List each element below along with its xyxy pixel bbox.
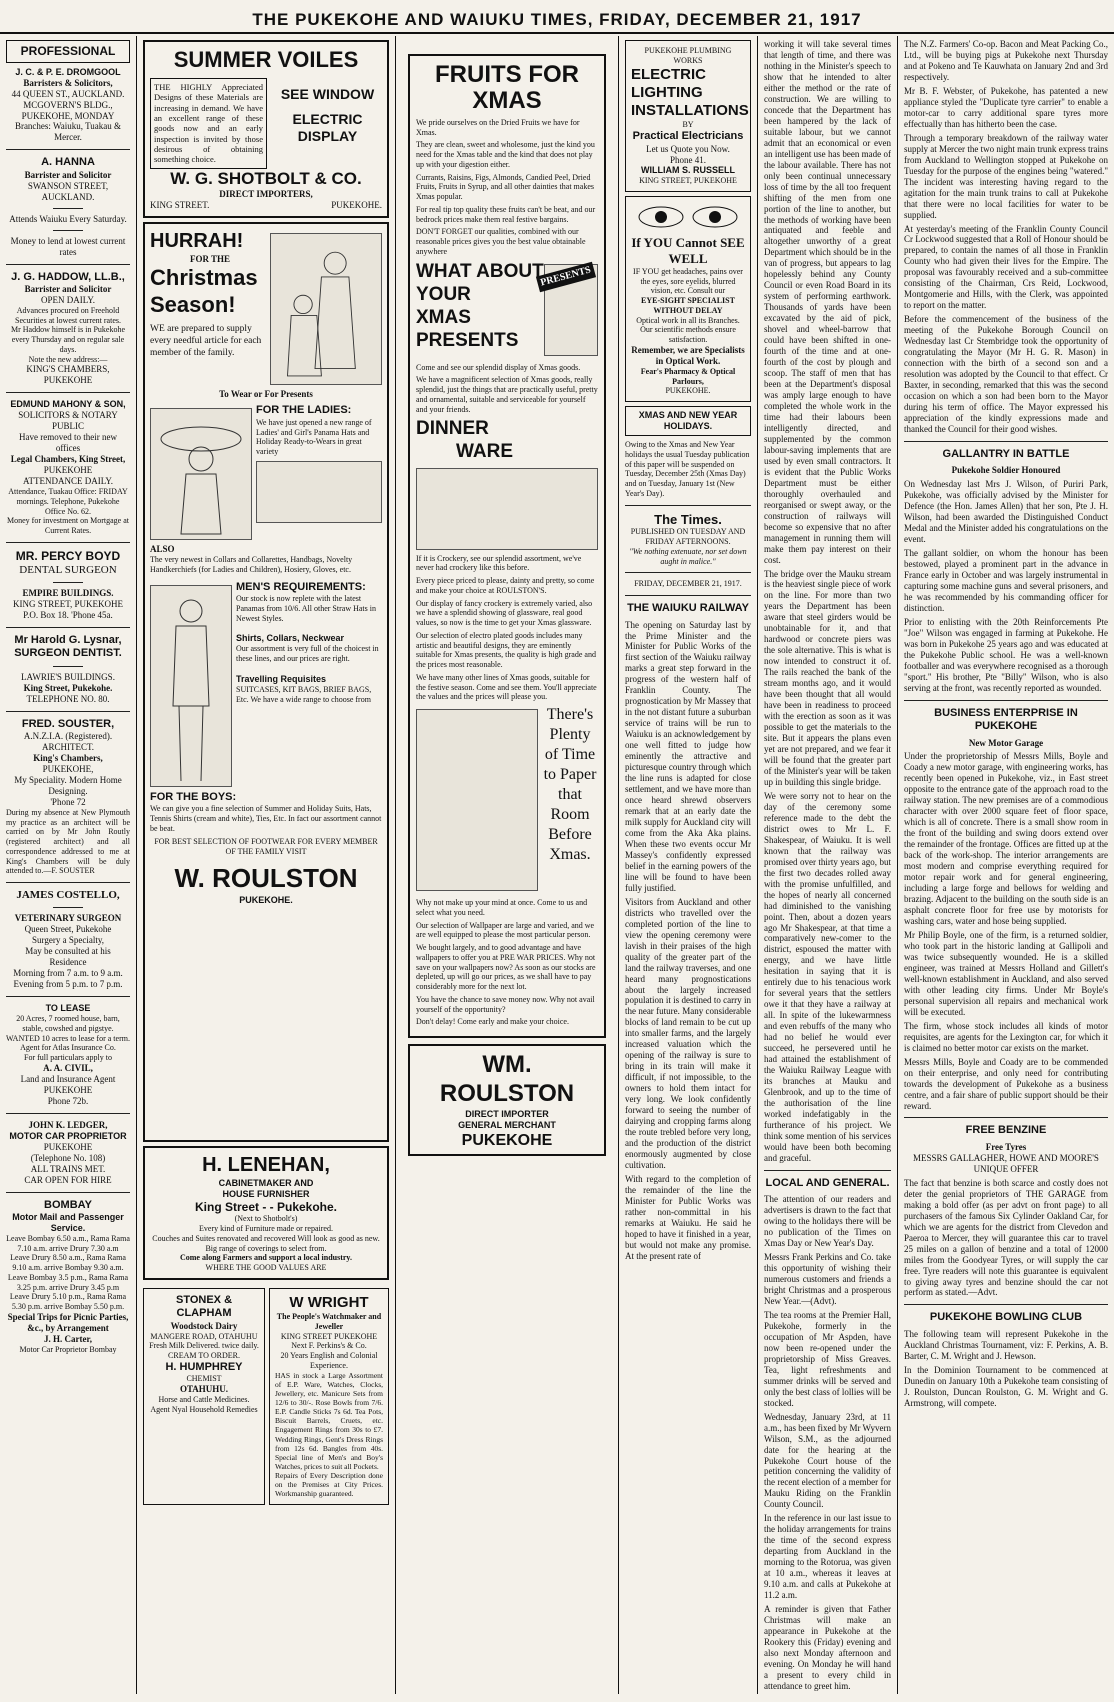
gallantry-text: The gallant soldier, on whom the honour has been bestowed, played a prominent part in the advance in France early in October and was largely instrumental in capturing some machine guns and several prisoners, and he was recommended by his commanding officer for distinction. xyxy=(904,548,1108,613)
ad-line: EMPIRE BUILDINGS. xyxy=(22,587,114,598)
business-text: Mr Philip Boyle, one of the firm, is a returned soldier, who took part in the historic landing at Gallipoli and was twice subsequently wounded. He is a skilled engineer, was trained at Messrs Holland and Gillett's well-known establishment in Auckland, and also served with other leading city firms. Under Mr Boyle's personal supervision all repairs and mechanical work will be executed. xyxy=(904,929,1108,1017)
lighting: LIGHTING xyxy=(631,83,703,101)
humphrey-chem: CHEMIST xyxy=(186,1374,222,1384)
business-sub: New Motor Garage xyxy=(968,737,1044,748)
gallantry-heading: GALLANTRY IN BATTLE xyxy=(942,447,1070,460)
ad-line: SOLICITORS & NOTARY PUBLIC xyxy=(18,410,118,432)
ad-line: Legal Chambers, King Street, xyxy=(10,454,126,465)
also-heading: ALSO xyxy=(150,544,175,555)
electric: ELECTRIC xyxy=(631,65,706,83)
wright-sub: The People's Watchmaker and Jeweller xyxy=(276,1312,382,1331)
paper-text: You have the chance to save money now. Why not avail yourself of the opportunity? xyxy=(416,994,595,1014)
bowling-text: The following team will represent Pukekohe in the Auckland Christmas Tournament, viz: F. Perkins, A. B. Barter, C. M. Wright and J. Hewson. xyxy=(904,1328,1108,1361)
travel-heading: Travelling Requisites xyxy=(236,673,327,684)
fruits-text: We pride ourselves on the Dried Fruits we have for Xmas. xyxy=(416,117,580,137)
ad-line: Attendance, Tuakau Office: FRIDAY mornings. Telephone, Pukekohe Office No. 62. xyxy=(8,487,128,516)
ad-line: Barristers & Solicitors, xyxy=(23,77,113,88)
presents-sign: PRESENTS xyxy=(536,261,596,292)
voiles-text: THE HIGHLY Appreciated Designs of these Materials are increasing in demand. We have an excellent range of these goods now and an early inspection is invited by those desirous of obtaining something choice. xyxy=(150,78,267,169)
railway-text: The opening on Saturday last by the Prime Minister and the Minister for Public Works of the first section of the Waiuku railway marks a great step forward in the progress of the western half of Franklin County. The prognostication by Mr Massey that in the not distant future a suburban service of trains will be run to Waiuku is an acknowledgement by one well fitted to judge how eminently the attractive and picturesque country through which the line runs is adapted for close settlement, and we have more than once heard shrewd observers remark that at an early date the milk supply for Auckland city will come from the Aka Aka plains. When these two events occur Mr Massey's confidently expressed belief in the earning powers of the line will be found to have been fully justified. xyxy=(625,619,751,893)
ad-line: Barrister and Solicitor xyxy=(24,284,112,295)
news-item: Before the commencement of the business of the meeting of the Pukekohe Borough Council on Wednesday last Cr Stembridge took the opportunity of congratulating the Mayor (Mr H. G. R. Mason) in connection with the birth of a second son and a resolution was adopted by the Council to that effect. Cr Baxter, in seconding, remarked that this was the second occasion on which a son had been born to the Mayor during his term of office. The Mayor expressed his appreciation of the kindly expressions made and thanked the Council for their good wishes. xyxy=(904,314,1108,434)
railway-text: Visitors from Auckland and other districts who travelled over the completed portion of the line to view the opening ceremony were lavish in their praises of the high quality of the greater part of the land the railway traverses, and one heard many prognostications about the largely increased population it is destined to carry in the near future. Many considerable blocks of land remain to be cut up into smaller farms, and the largely increased valuation which the opening of the railway is sure to bring in its train will make it difficult, if not impossible, to the owners to hold them intact for very long. We look confidently forward to seeing the number of dairying and cropping farms along the route trebled before very long, and the production of the district enormously augmented by close cultivation. xyxy=(625,896,751,1170)
banner-town: PUKEKOHE xyxy=(461,1131,553,1149)
ad-line: King's Chambers, xyxy=(33,752,103,763)
roulston-banner xyxy=(408,1044,606,1156)
shirts-heading: Shirts, Collars, Neckwear xyxy=(236,633,345,644)
ad-line: KING STREET, PUKEKOHE xyxy=(12,598,124,609)
news-item: The N.Z. Farmers' Co-op. Bacon and Meat Packing Co., Ltd., will be buying pigs at Pukekohe next Thursday and at Pokeno and Te Kauwhata on January 2nd and 3rd respectively. xyxy=(904,39,1108,82)
ad-line: Have removed to their new offices xyxy=(19,432,117,454)
ad-souster xyxy=(6,718,130,876)
ad-costello xyxy=(6,889,130,990)
masthead-title: THE PUKEKOHE AND WAIUKU TIMES, FRIDAY, DECEMBER 21, 1917 xyxy=(252,10,862,29)
what-xmas: XMAS xyxy=(416,306,471,328)
railway-continued: The bridge over the Mauku stream is the heaviest single piece of work on the line. For more than two years the Department has been aware that steel girders would be unobtainable for it, and that hardwood or concrete piers was the sole alternative. This is what is now intended to construct it of. The rails reached the bank of the stream months ago, and it would have been thought that all would have been in readiness to proceed with the erection as soon as it was possible to get the materials to the site. But it appears the plans even yet are not prepared, and we fear it will be found that the greater part of the Minister's year will be taken up in building this single bridge. xyxy=(764,568,891,787)
phone: Phone 41. xyxy=(670,154,706,165)
voiles-see-window: SEE WINDOW xyxy=(280,85,375,102)
editorial-date: FRIDAY, DECEMBER 21, 1917. xyxy=(634,579,742,589)
stonex-milk: Fresh Milk Delivered. twice daily. xyxy=(149,1341,259,1351)
ad-title: J. C. & P. E. DROMGOOL xyxy=(15,66,121,77)
ad-plumbing xyxy=(625,40,751,192)
ad-line: DENTAL SURGEON xyxy=(19,563,117,576)
banner-line: DIRECT IMPORTER xyxy=(465,1108,549,1119)
ad-line: 20 Acres, 7 roomed house, barn, stable, cowshed and pigstye. xyxy=(16,1014,120,1033)
ad-line: LAWRIE'S BUILDINGS. xyxy=(21,671,115,682)
cannot-see-heading: If YOU Cannot SEE WELL xyxy=(631,235,745,267)
news-item: Through a temporary breakdown of the railway water supply at Mercer the two night main trunk express trains from Auckland to Wellington stopped at Pukekohe on Tuesday for the purpose of the engines being "watered." The incident was interesting having regard to the agitation for the main trunk trains to call at Pukekohe that there were no local facilities for water to be supplied. xyxy=(904,132,1108,220)
ad-line: Phone 72b. xyxy=(47,1095,89,1106)
hurrah-season: Season! xyxy=(150,291,236,317)
local-item: In the reference in our last issue to the holiday arrangements for trains the time of the second express departing from Auckland in the morning to the Rotorua, was given at 10 a.m., whereas it leaves at 9.10 a.m. and calls at Pukekohe at 11.2 a.m. xyxy=(764,1513,891,1601)
humphrey-agent: Agent Nyal Household Remedies xyxy=(150,1404,258,1414)
column-5 xyxy=(758,36,897,1694)
russell-addr: KING STREET, PUKEKOHE xyxy=(639,176,737,186)
ad-bombay xyxy=(6,1199,130,1355)
free-tyres-sub: Free Tyres xyxy=(985,1141,1027,1152)
ad-haddow xyxy=(6,271,130,387)
ad-title: JOHN K. LEDGER, xyxy=(28,1119,108,1130)
ad-title: MR. PERCY BOYD xyxy=(15,548,121,563)
motto: "We nothing extenuate, nor set down aught in malice." xyxy=(629,546,747,566)
ad-line: My Speciality. Modern Home Designing. xyxy=(14,774,122,796)
boys-text: We can give you a fine selection of Summer and Holiday Suits, Hats, Tennis Shirts (cream and white), Ties, Etc. In fact our assortment cannot be beat. xyxy=(150,804,382,833)
bottom-ads xyxy=(143,1284,389,1509)
ad-title: JAMES COSTELLO, xyxy=(16,889,120,901)
ad-title: A. HANNA xyxy=(41,156,95,169)
ad-line: Morning from 7 a.m. to 9 a.m. xyxy=(13,968,123,979)
dinner-text: Our selection of electro plated goods includes many artistic and beautiful designs, they are eminently suitable for Xmas presents, the quality is high grade and the prices most reasonable. xyxy=(416,630,596,670)
voiles-electric: ELECTRIC DISPLAY xyxy=(292,110,363,144)
business-text: Under the proprietorship of Messrs Mills, Boyle and Coady a new motor garage, with engineering works, has recently been opened in Pukekohe, viz., in East street opposite to the entrance gate of the approach road to the railway station. The new premises are of a commodious character with over 2000 square feet of floor space, which is all of concrete. There is a small show room in the front of the building and swing doors extend over the remainder of the frontage. Offices are fitted up at the back of the work-shop. The interior arrangements are most modern and comprise everything required for motor repair work and for general engineering, including a large forge and bellows for welding and brazing. Adjacent to the building on the south side is an asphalt concrete floor for free use by motorists for washing cars, water and hose being supplied. xyxy=(904,751,1108,926)
presents-text: We have a magnificent selection of Xmas goods, really splendid, just the things that are practically useful, pretty and ornamental, suitable and serviceable for yourself and your friends. xyxy=(416,375,598,414)
ad-wright xyxy=(269,1288,389,1505)
ad-line: 'Phone 72 xyxy=(50,796,86,807)
wright-text: HAS in stock a Large Assortment of E.P. Ware, Watches, Clocks, Jewellery, etc. Manicure Sets from 12/6 to 30/-. Rose Bowls from 7/6. E.P. Candle Sticks 7s 6d. Tea Pots, Biscuit Barrels, Cruets, etc. Engagement Rings from 30s to £7. Wedding Rings, Gent's Dress Rings from 12s 6d. Bangles from 40s. Special line of Men's and Boy's Watches, prices to suit all Pockets. xyxy=(275,1370,383,1472)
ad-hanna xyxy=(6,156,130,257)
ad-line: PUKEKOHE, xyxy=(42,763,94,774)
ad-line: TELEPHONE NO. 80. xyxy=(26,693,110,704)
illustration-wallpaper-room xyxy=(416,709,538,891)
remember-line: Remember, we are Specialists in Optical Work. xyxy=(631,344,745,366)
also-text: The very newest in Collars and Collarettes, Handbags, Novelty Handkerchiefs (for Ladies and Children), Hosiery, Gloves, etc. xyxy=(150,555,353,575)
lenehan-line: Come along Farmers and support a local industry. xyxy=(179,1253,352,1263)
practical-electricians: Practical Electricians xyxy=(632,130,744,143)
ad-line: A. A. CIVIL, xyxy=(43,1062,93,1073)
wear-presents: To Wear or For Presents xyxy=(219,389,313,400)
wright-years: 20 Years English and Colonial Experience. xyxy=(280,1351,378,1370)
paper-text: Don't delay! Come early and make your choice. xyxy=(416,1017,569,1027)
railway-continued: working it will take several times that length of time, and there was nothing in the Minister's speech to show that he intended to alter either the method or the rate of construction. We are willing to concede that the Department has been hampered by the lack of suitable labour, but we cannot admit that an economical or even an intelligent use has been made of the labour available. There has not only been continual unnecessary loss of time by the all too frequent shifting of the men from one portion of the line to another, but the methods of working have been antiquated and feeble and altogether unworthy of a great Department which should be in the van of progress, but appears to lag hopelessly behind any County Council or even Road Board in its system of performing earthwork. Thousands of yards have been excavated by the aid of pick, shovel and wheel-barrow that could have been shifted in one-fourth of the time and at one-fourth of the cost by plough and scoop. The staff of men that has been at the Department's disposal was amply large enough to have completed the whole work in the time had their labours been intelligently directed, and supplemented by the common labour-saving implements that are used by even small contractors. It is evident that the Public Works Department must be either thoroughly overhauled and reorganised or swept away, or the construction of railways will become so expensive that no after management in running them will make them pay interest on their cost. xyxy=(764,39,891,565)
ad-fears-optical xyxy=(625,196,751,402)
local-item: A reminder is given that Father Christmas will make an appearance in Pukekohe at the Rookery this (Friday) evening and also next Monday afternoon and evening. On Monday he will hand a present to every child in attendance to greet him. xyxy=(764,1604,891,1691)
what-presents: PRESENTS xyxy=(416,330,519,352)
ad-line: PUKEKOHE xyxy=(43,1141,93,1152)
russell-name: WILLIAM S. RUSSELL xyxy=(641,165,735,176)
hurrah-heading: HURRAH! xyxy=(150,230,244,253)
voiles-heading: SUMMER VOILES xyxy=(173,47,359,72)
ad-line: J. H. Carter, xyxy=(44,1333,92,1344)
bowling-text: In the Dominion Tournament to be commenced at Dunedin on January 10th a Pukekohe team consisting of J. Roulston, Duncan Roulston, G. M. Wright and G. Armstrong, will compete. xyxy=(904,1364,1108,1408)
what-your: YOUR xyxy=(416,283,471,305)
cannot-see-text: IF YOU get headaches, pains over the eyes, sore eyelids, blurred vision, etc. Consult our xyxy=(633,266,743,296)
ad-line: ALL TRAINS MET. xyxy=(30,1163,106,1174)
masthead xyxy=(0,0,1114,34)
let-us-quote: Let us Quote you Now. xyxy=(646,143,730,154)
fruits-heading: FRUITS FOR XMAS xyxy=(435,61,579,115)
ad-line: Special Trips for Picnic Parties, &c., by Arrangement xyxy=(7,1311,129,1333)
ad-line: Leave Drury 5.10 p.m., Rama Rama 5.30 p.m. arrive Bombay 5.50 p.m. xyxy=(9,1292,127,1312)
ad-tolease xyxy=(6,1003,130,1107)
eye-line: Optical work in all its Branches. xyxy=(636,315,740,325)
ad-line: Mr Haddow himself is in Pukekohe every Thursday and on regular sale days. xyxy=(11,325,125,354)
men-heading: MEN'S REQUIREMENTS: xyxy=(236,580,366,593)
local-item: Wednesday, January 23rd, at 11 a.m., has been fixed by Mr Wyvern Wilson, S.M., as the adjourned date for the hearing at the Pukekohe Court house of the petition concerning the validity of the recent election of a member for Mauku Riding on the Franklin County Council. xyxy=(764,1411,892,1510)
xmas-holidays-heading: XMAS AND NEW YEAR HOLIDAYS. xyxy=(625,406,751,436)
ladies-text: We have just opened a new range of Ladies' and Girl's Panama Hats and Holiday Ready-to-Wears in great variety xyxy=(256,417,372,456)
ad-line: Land and Insurance Agent xyxy=(20,1073,116,1084)
roulston-name: W. ROULSTON xyxy=(174,862,358,893)
illustration-dinnerware xyxy=(416,468,598,550)
ad-line: PUKEKOHE xyxy=(43,465,93,476)
column-4 xyxy=(619,36,757,1694)
presents-text: Come and see our splendid display of Xmas goods. xyxy=(416,362,581,372)
paper-heading: There's Plenty of Time to Paper that Room Before Xmas. xyxy=(543,706,597,864)
ad-line: 44 QUEEN ST., AUCKLAND. xyxy=(11,88,125,99)
bowling-heading: PUKEKOHE BOWLING CLUB xyxy=(929,1311,1083,1324)
footwear-text: FOR BEST SELECTION OF FOOTWEAR FOR EVERY MEMBER OF THE FAMILY VISIT xyxy=(154,837,378,857)
ad-line: ARCHITECT. xyxy=(41,741,95,752)
ad-line: Money for investment on Mortgage at Current Rates. xyxy=(7,516,129,536)
wright-name: W WRIGHT xyxy=(289,1293,369,1311)
stonex-sub: Woodstock Dairy xyxy=(170,1320,238,1331)
ad-dromgool xyxy=(6,67,130,144)
lenehan-line: Couches and Suites renovated and recovered Will look as good as new. Big range of coverings to select from. xyxy=(152,1233,380,1253)
ad-title: J. G. HADDOW, LL.B., xyxy=(11,270,125,283)
eye-line: Our scientific methods ensure satisfaction. xyxy=(640,325,736,345)
ad-ledger xyxy=(6,1120,130,1186)
paper-text: Our selection of Wallpaper are large and varied, and we are well equipped to please the most particular person. xyxy=(416,920,595,940)
hurrah-line: FOR THE xyxy=(189,253,231,264)
gallantry-text: Prior to enlisting with the 20th Reinforcements Pte "Joe" Wilson was engaged in farming at Pukekohe. He was born in Pukekohe 25 years ago and was educated at the Pukekohe Public school. He was a well-known footballer and was everywhere recognised as a thorough "sport." His brother, Pte "Billy" Wilson, who is also serving at the front, was recently reported as wounded. xyxy=(904,616,1108,693)
free-benzine-heading: FREE BENZINE xyxy=(965,1124,1047,1137)
ad-line: OPEN DAILY. xyxy=(41,295,95,305)
ad-mahony xyxy=(6,399,130,536)
ad-line: Leave Drury 8.50 a.m., Rama Rama 9.10 a.m. arrive Bombay 9.30 a.m. xyxy=(10,1253,126,1273)
news-item: At yesterday's meeting of the Franklin County Council Cr Lockwood suggested that a Roll of Honour should be prepared, to contain the names of all those in Franklin County who had given their lives for the Empire. The proposal was favourably received and a sub-committee consisting of the Chairman, Crs Reid, Lockwood, Montgomerie and Hills, with the Clerk, was appointed to report on the matter. xyxy=(904,223,1108,311)
dinner-heading: DINNER xyxy=(416,418,489,440)
voiles-town: PUKEKOHE. xyxy=(331,200,382,211)
humphrey-name: H. HUMPHREY xyxy=(165,1360,243,1373)
railway-heading: THE WAIUKU RAILWAY xyxy=(627,602,749,615)
ad-line: Barrister and Solicitor xyxy=(24,169,112,180)
ad-line: Motor Car Proprietor Bombay xyxy=(19,1344,117,1354)
stonex-name: STONEX & CLAPHAM xyxy=(175,1293,233,1320)
ad-line: PUKEKOHE xyxy=(43,1084,93,1095)
ad-line: Surgery a Specialty, xyxy=(32,935,104,946)
column-roulston-xmas xyxy=(396,36,618,1694)
ad-line: MCGOVERN'S BLDG., PUKEKOHE, MONDAY xyxy=(21,99,115,121)
ad-lysnar xyxy=(6,634,130,705)
boys-heading: FOR THE BOYS: xyxy=(150,790,237,803)
ad-stonex xyxy=(143,1288,265,1505)
illustration-santa xyxy=(539,264,598,356)
voiles-firm: W. G. SHOTBOLT & CO. xyxy=(170,168,362,188)
free-offer: MESSRS GALLAGHER, HOWE AND MOORE'S UNIQUE OFFER xyxy=(913,1152,1099,1174)
ad-boyd xyxy=(6,549,130,621)
column-6 xyxy=(898,36,1114,1694)
men-text: Our stock is now replete with the latest Panamas from 10/6. All other Straw Hats in Newest Styles. xyxy=(236,594,376,623)
ad-line: Motor Mail and Passenger Service. xyxy=(12,1212,124,1233)
ad-line: Note the new address:— xyxy=(28,354,108,364)
paper-text: We bought largely, and to good advantage and have wallpapers to offer you at PRE WAR PRICES. Why not save on your wallpapers now? As soon as our stocks are depleted, up will go our prices, as we shall have to pay considerably more for the next lot. xyxy=(416,943,596,992)
ad-line: Advances procured on Freehold Securities at lowest current rates. xyxy=(15,305,121,325)
lenehan-name: H. LENEHAN, xyxy=(202,1154,330,1177)
column-ads-2 xyxy=(137,36,395,1694)
local-item: The tea rooms at the Premier Hall, Pukekohe, formerly in the occupation of Mr Aspden, have now been re-opened under the proprietorship of Miss Greaves. Tea, light refreshments and summer drinks will be served and only the best class of lollies will be stocked. xyxy=(764,1309,891,1408)
humphrey-town: OTAHUHU. xyxy=(179,1384,229,1395)
eyes-icon xyxy=(633,202,743,232)
ad-line: VETERINARY SURGEON xyxy=(14,913,122,924)
local-general-heading: LOCAL AND GENERAL. xyxy=(765,1176,890,1189)
xmas-holidays-text: Owing to the Xmas and New Year holidays the usual Tuesday publication of this paper will be suspended on Tuesday, December 25th (Xmas Day) and on Tuesday, January 1st (New Year's Day). xyxy=(625,440,750,498)
paper-text: Why not make up your mind at once. Come to us and select what you need. xyxy=(416,898,588,917)
hurrah-christmas: Christmas xyxy=(150,264,258,290)
railway-continued: We were sorry not to hear on the day of the ceremony some reference made to the debt the district owes to Mr L. F. Shakespear, of Waiuku. It is well known that the railway was promised over thirty years ago, but the first two decades rolled away with the promise unfulfilled, and the hopes of nearly all concerned had diminished to the vanishing point. Then, about a dozen years ago Mr Shakespear, at that time a comparatively new-comer to the district, espoused the matter with energy, and we have little hesitation in saying that it is entirely due to his tenacious work for several years that the settlers owe it that they have a railway at all. In spite of the lukewarmness and even rebuffs of the many who had no belief he would ever succeed, he persevered until he had attained the establishment of the Waiuku Railway League with its branches at Mauku and Glenbrook, and up to the time of the authorisation of the line worked indefatigably in the furtherance of his project. We think some mention of his services would have been both becoming and graceful. xyxy=(764,790,891,1163)
ad-lenehan xyxy=(143,1146,389,1279)
ad-line: SURGEON DENTIST. xyxy=(14,647,122,660)
free-text: The fact that benzine is both scarce and costly does not deter the genial proprietors of THE GARAGE from making a bold offer (as per advt on front page) to all purchasers of the famous Six Cylinder Oakland Car, for which we are agents for the district from Clevedon and Paeroa to Mercer, they will guarantee this car to travel 25 miles on a gallon of benzine and a total of 12000 miles from the Goodyear Tyres, or will supply the car free. Tyre readers will note this guarantee is equivalent to giving away tyres and benzine should the car not perform as stated.—Advt. xyxy=(904,1177,1108,1298)
ad-line: Evening from 5 p.m. to 7 p.m. xyxy=(13,979,123,990)
lenehan-next: (Next to Shotbolt's) xyxy=(234,1214,298,1224)
lenehan-sub: CABINETMAKER AND xyxy=(218,1177,314,1188)
humphrey-horse: Horse and Cattle Medicines. xyxy=(158,1394,250,1404)
by: BY xyxy=(682,120,694,130)
ad-title: TO LEASE xyxy=(45,1003,91,1014)
banner-line: GENERAL MERCHANT xyxy=(458,1119,556,1130)
ad-line: P.O. Box 18. 'Phone 45a. xyxy=(23,609,113,620)
dinner-heading-2: WARE xyxy=(456,441,513,463)
ad-line: Queen Street, Pukekohe xyxy=(24,924,112,935)
dinner-text: Our display of fancy crockery is extremely varied, also we have a splendid showing of glassware, real good values, so now is the time to get your Xmas glassware. xyxy=(416,598,593,628)
ad-line: Agent for Atlas Insurance Co. xyxy=(20,1043,116,1053)
ad-line: Attends Waiuku Every Saturday. xyxy=(9,213,127,224)
ad-title: Mr Harold G. Lysnar, xyxy=(14,633,122,646)
fruits-text: They are clean, sweet and wholesome, just the kind you need for the Xmas table and the kind that does not play up with your digestion either. xyxy=(416,140,595,169)
railway-text: With regard to the completion of the remainder of the line the Minister for Public Works was rather non-committal in his remarks at Waiuku. He said he hoped to have it finished in a year, but would not make any promise. At the present rate of xyxy=(625,1173,751,1261)
ad-line: ATTENDANCE DAILY. xyxy=(23,476,113,487)
travel-text: SUITCASES, KIT BAGS, BRIEF BAGS, Etc. We have a wide range to choose from xyxy=(236,684,372,704)
ladies-heading: FOR THE LADIES: xyxy=(256,404,352,417)
fears-town: PUKEKOHE. xyxy=(665,386,711,396)
hurrah-text: WE are prepared to supply every needful article for each member of the family. xyxy=(150,324,262,358)
lenehan-line: Every kind of Furniture made or repaired. xyxy=(199,1224,333,1234)
ad-summer-voiles xyxy=(143,40,389,218)
ad-line: (Telephone No. 108) xyxy=(30,1152,106,1163)
ad-line: WANTED 10 acres to lease for a term. xyxy=(6,1033,130,1043)
ad-title: FRED. SOUSTER, xyxy=(21,717,115,730)
wright-repairs: Repairs of Every Description done on the Premises at City Prices. Workmanship guaranteed. xyxy=(275,1471,383,1499)
ad-line: Leave Bombay 3.5 p.m., Rama Rama 3.25 p.m. arrive Drury 3.45 p.m xyxy=(7,1272,129,1292)
ad-fruits xyxy=(408,54,606,1038)
ad-line: MOTOR CAR PROPRIETOR xyxy=(9,1130,127,1141)
news-item: Mr B. F. Webster, of Pukekohe, has patented a new appliance styled the "Duplicate tyre carrier" to enable a motor-car to carry additional spare tyres more effectually than has hitherto been the case. xyxy=(904,85,1108,129)
voiles-sub: DIRECT IMPORTERS, xyxy=(219,189,313,200)
the-times: The Times. xyxy=(654,511,722,527)
illustration-couple xyxy=(270,233,382,385)
ad-line: Branches: Waiuku, Tuakau & Mercer. xyxy=(14,121,122,143)
ad-line: Leave Bombay 6.50 a.m., Rama Rama 7.10 a.m. arrive Drury 7.30 a.m xyxy=(6,1233,130,1253)
ad-line: May be consulted at his Residence xyxy=(25,946,111,968)
illustration-man xyxy=(150,585,232,787)
fears-name: Fear's Pharmacy & Optical Parlours, xyxy=(640,366,736,386)
lenehan-street: King Street - - Pukekohe. xyxy=(194,1199,338,1214)
eye-specialist: EYE-SIGHT SPECIALIST WITHOUT DELAY xyxy=(641,296,735,315)
dinner-text: We have many other lines of Xmas goods, suitable for the festive season. Come and see them. You'll appreciate the values and the prices will please you. xyxy=(416,672,597,702)
dinner-text: If it is Crockery, see our splendid assortment, we've never had crockery like this before. xyxy=(416,553,582,573)
business-text: The firm, whose stock includes all kinds of motor requisites, are agents for the Lexington car, for which it is claimed no better motor car exists on the market. xyxy=(904,1020,1108,1053)
gallantry-text: On Wednesday last Mrs J. Wilson, of Puriri Park, Pukekohe, was officially advised by the Minister for Defence (the Hon. James Allen) that her son, Pte J. H. Wilson, had been awarded the Distinguished Conduct Medal and the Minister added his congratulations on the event. xyxy=(904,479,1108,545)
dinner-text: Every piece priced to please, dainty and pretty, so come and make your choice at ROULSTON'S. xyxy=(416,576,595,595)
stonex-cream: CREAM TO ORDER. xyxy=(168,1351,240,1361)
ad-line: A.N.Z.I.A. (Registered). xyxy=(23,730,113,741)
illustration-hat xyxy=(150,408,252,540)
ad-line: King Street, Pukekohe. xyxy=(23,682,113,693)
ad-line: CAR OPEN FOR HIRE xyxy=(24,1174,112,1185)
ad-title: EDMUND MAHONY & SON, xyxy=(10,399,126,410)
lenehan-line: WHERE THE GOOD VALUES ARE xyxy=(205,1263,327,1273)
professional-header: PROFESSIONAL xyxy=(6,40,130,63)
lenehan-sub: HOUSE FURNISHER xyxy=(222,1188,310,1199)
local-item: The attention of our readers and advertisers is drawn to the fact that owing to the holidays there will be no publication of the Times on Xmas Day or New Year's Day. xyxy=(764,1194,891,1249)
ad-line: SWANSON STREET, AUCKLAND. xyxy=(27,180,109,202)
ad-title: BOMBAY xyxy=(44,1198,92,1211)
ad-roulston-christmas xyxy=(143,222,389,1142)
gallantry-sub: Pukekohe Soldier Honoured xyxy=(951,465,1061,476)
fruits-text: DON'T FORGET our qualities, combined with our reasonable prices gives you the best value obtainable anywhere xyxy=(416,227,586,256)
roulston-town: PUKEKOHE. xyxy=(239,894,293,905)
ad-line: Money to lend at lowest current rates xyxy=(10,235,126,257)
wright-addr: KING STREET PUKEKOHE xyxy=(280,1331,378,1341)
ad-line: During my absence at New Plymouth my practice as an architect will be carried on by Mr John Routly (registered architect) and all correspondence addressed to me at King's Chambers will be duly attended to.—F. SOUSTER xyxy=(6,807,130,876)
ad-line: KING'S CHAMBERS, PUKEKOHE xyxy=(26,364,110,386)
published-line: PUBLISHED ON TUESDAY AND FRIDAY AFTERNOONS. xyxy=(630,527,746,547)
fruits-text: Currants, Raisins, Figs, Almonds, Candied Peel, Dried Fruits, Fruits in Syrup, and all other dainties that makes Xmas popular. xyxy=(416,172,594,202)
local-item: Messrs Frank Perkins and Co. take this opportunity of wishing their numerous customers and friends a bright Christmas and a prosperous New Year.—(Advt). xyxy=(764,1252,891,1306)
stonex-addr: MANGERE ROAD, OTAHUHU xyxy=(150,1331,258,1341)
illustration-handbags xyxy=(256,461,382,523)
voiles-addr: KING STREET. xyxy=(150,200,210,211)
fruits-text: For real tip top quality these fruits can't be beat, and our bedrock prices make them real festive bargains. xyxy=(416,204,596,224)
wright-next: Next F. Perkins's & Co. xyxy=(291,1341,367,1351)
ad-line: For full particulars apply to xyxy=(24,1053,112,1063)
plumbing-title: PUKEKOHE PLUMBING WORKS xyxy=(644,46,732,65)
business-text: Messrs Mills, Boyle and Coady are to be commended on their enterprise, and only need for contributing towards the development of Pukekohe as a business centre, and a fair share of public support should be their reward. xyxy=(904,1056,1108,1111)
shirts-text: Our assortment is very full of the choicest in these lines, and our prices are right. xyxy=(236,644,379,664)
installations: INSTALLATIONS xyxy=(631,102,749,120)
column-professional xyxy=(0,36,136,1694)
business-heading: BUSINESS ENTERPRISE IN PUKEKOHE xyxy=(934,706,1078,733)
banner-name: WM. ROULSTON xyxy=(439,1051,575,1108)
what-about: WHAT ABOUT xyxy=(416,260,544,282)
